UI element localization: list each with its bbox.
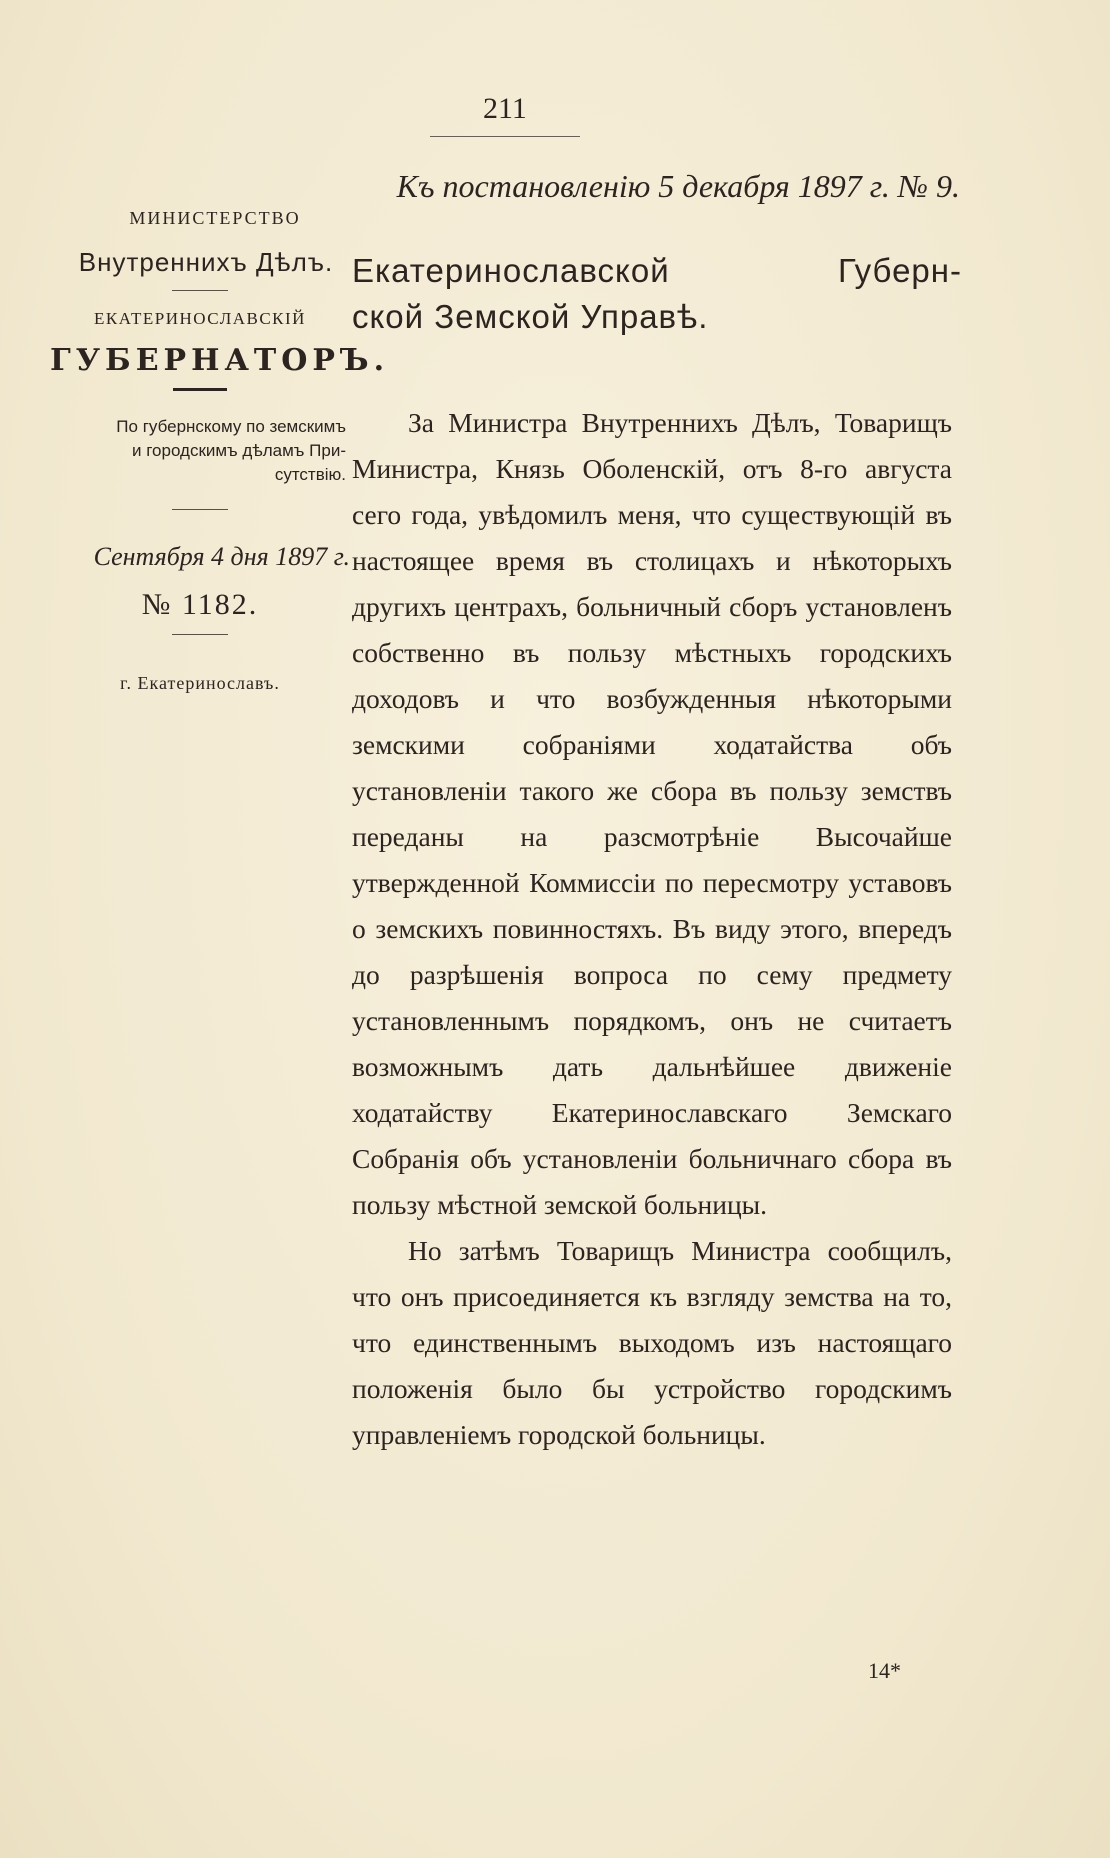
page-number: 211	[483, 92, 527, 125]
ministry-label: МИНИСТЕРСТВО	[129, 208, 301, 228]
body-paragraph: Но затѣмъ Товарищъ Министра сообщилъ, что онъ присоединяется къ взгляду земства на то, что единственнымъ выходомъ изъ настоящаго положенія было бы устройство городскимъ управленіемъ городской больницы.	[352, 1235, 952, 1450]
letterhead-margin	[50, 208, 390, 694]
presence-note-line: и городскимъ дѣламъ При-	[131, 441, 346, 460]
divider	[172, 634, 228, 635]
ministry-name: Внутреннихъ Дѣлъ.	[78, 247, 334, 277]
presence-note	[50, 415, 350, 487]
governor-label: ЕКАТЕРИНОСЛАВСКІЙ	[94, 309, 306, 328]
governor-title: ГУБЕРНАТОРЪ.	[50, 343, 390, 378]
presence-note-line: сутствію.	[274, 465, 346, 484]
letter-number: № 1182.	[141, 588, 259, 621]
letter-date: Сентября 4 дня 1897 г.	[93, 542, 350, 571]
addressee-heading	[352, 248, 962, 340]
divider	[173, 388, 227, 391]
body-paragraph: За Министра Внутреннихъ Дѣлъ, Товарищъ Министра, Князь Оболенскій, отъ 8-го августа сего года, увѣдомилъ меня, что существующій въ настоящее время въ столицахъ и нѣкоторыхъ другихъ центрахъ, больничный сборъ установленъ собственно въ пользу мѣстныхъ городскихъ доходовъ и что возбужденныя нѣкоторыми земскими собраніями ходатайства объ установленіи такого же сбора въ пользу земствъ переданы на разсмотрѣніе Высочайше утвержденной Коммиссіи по пересмотру уставовъ о земскихъ повинностяхъ. Въ виду этого, впередъ до разрѣшенія вопроса по сему предмету установленнымъ порядкомъ, онъ не считаетъ возможнымъ дать дальнѣйшее движеніе ходатайству Екатеринославскаго Земскаго Собранія объ установленіи больничнаго сбора въ пользу мѣстной земской больницы.	[352, 407, 952, 1220]
letter-city: г. Екатеринославъ.	[120, 673, 280, 693]
letter-body	[352, 400, 952, 1458]
divider	[172, 509, 228, 510]
addressee-line: Екатеринославской Губерн-	[352, 252, 962, 289]
page-number-rule	[430, 136, 580, 137]
resolution-reference: Къ постановленію 5 декабря 1897 г. № 9.	[396, 168, 960, 204]
divider	[172, 290, 228, 291]
presence-note-line: По губернскому по земскимъ	[116, 417, 346, 436]
addressee-line: ской Земской Управѣ.	[352, 298, 709, 335]
signature-mark: 14*	[868, 1658, 901, 1683]
